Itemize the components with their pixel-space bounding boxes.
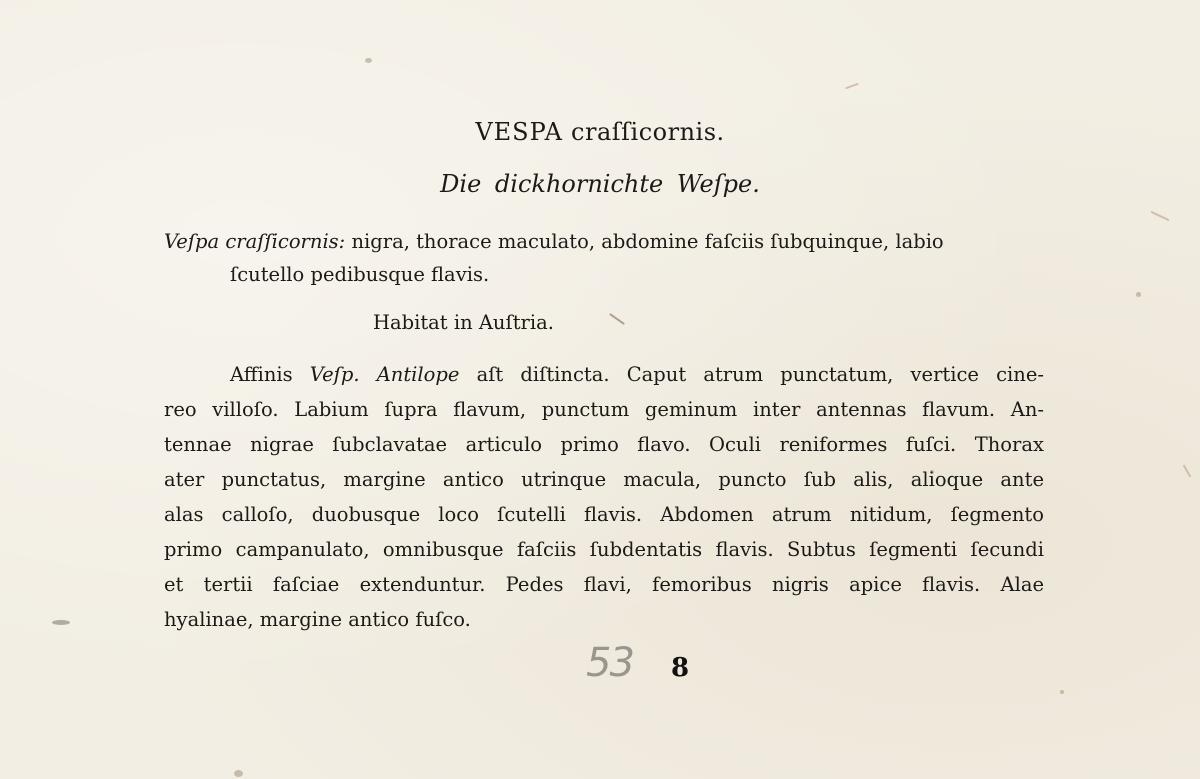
description-line: hyalinae, margine antico fuſco. [164,608,471,631]
paper-fiber [1151,211,1170,221]
paper-speck [365,58,372,63]
diagnosis-text-line2: ſcutello pedibusque flavis. [230,263,490,286]
description-text: Affinis [230,363,310,386]
description-line: alas calloſo, duobusque loco ſcutelli flavis. Abdomen atrum nitidum, ſegmento [164,503,1044,526]
paper-fiber [1183,464,1192,477]
diagnosis-text-line1: nigra, thorace maculato, abdomine faſciis ſubquinque, labio [345,230,944,253]
description-line: ater punctatus, margine antico utrinque macula, puncto ſub alis, alioque ante [164,468,1044,491]
german-name: Die dickhornichte Weſpe. [440,170,760,198]
signature-mark: 8 [671,653,690,683]
paper-speck [1136,292,1141,297]
description-species-ref: Veſp. Antilope [309,363,460,386]
paper-speck [1060,690,1064,694]
diagnosis-block [164,225,1044,291]
pencil-page-number: 53 [586,640,633,686]
genus-name: VESPA [475,118,563,146]
paper-fiber [609,313,625,325]
page-title [0,118,1200,146]
paper-fiber [845,83,859,90]
description-line: primo campanulato, omnibusque faſciis ſubdentatis flavis. Subtus ſegmenti ſecundi [164,538,1044,561]
description-text: aſt diſtincta. Caput atrum punctatum, vertice cine- [459,363,1044,386]
paper-speck [52,620,70,625]
description-line [164,357,1044,392]
description-paragraph [164,357,1044,637]
description-line: et tertii faſciae extenduntur. Pedes flavi, femoribus nigris apice flavis. Alae [164,573,1044,596]
description-line: reo villoſo. Labium ſupra flavum, punctum geminum inter antennas flavum. An- [164,398,1044,421]
paper-speck [234,770,243,777]
habitat-line: Habitat in Auſtria. [373,311,554,334]
description-line: tennae nigrae ſubclavatae articulo primo flavo. Oculi reniformes fuſci. Thorax [164,433,1044,456]
species-name: craſſicornis. [571,118,725,146]
diagnosis-species-name: Veſpa craſſicornis: [164,230,346,253]
